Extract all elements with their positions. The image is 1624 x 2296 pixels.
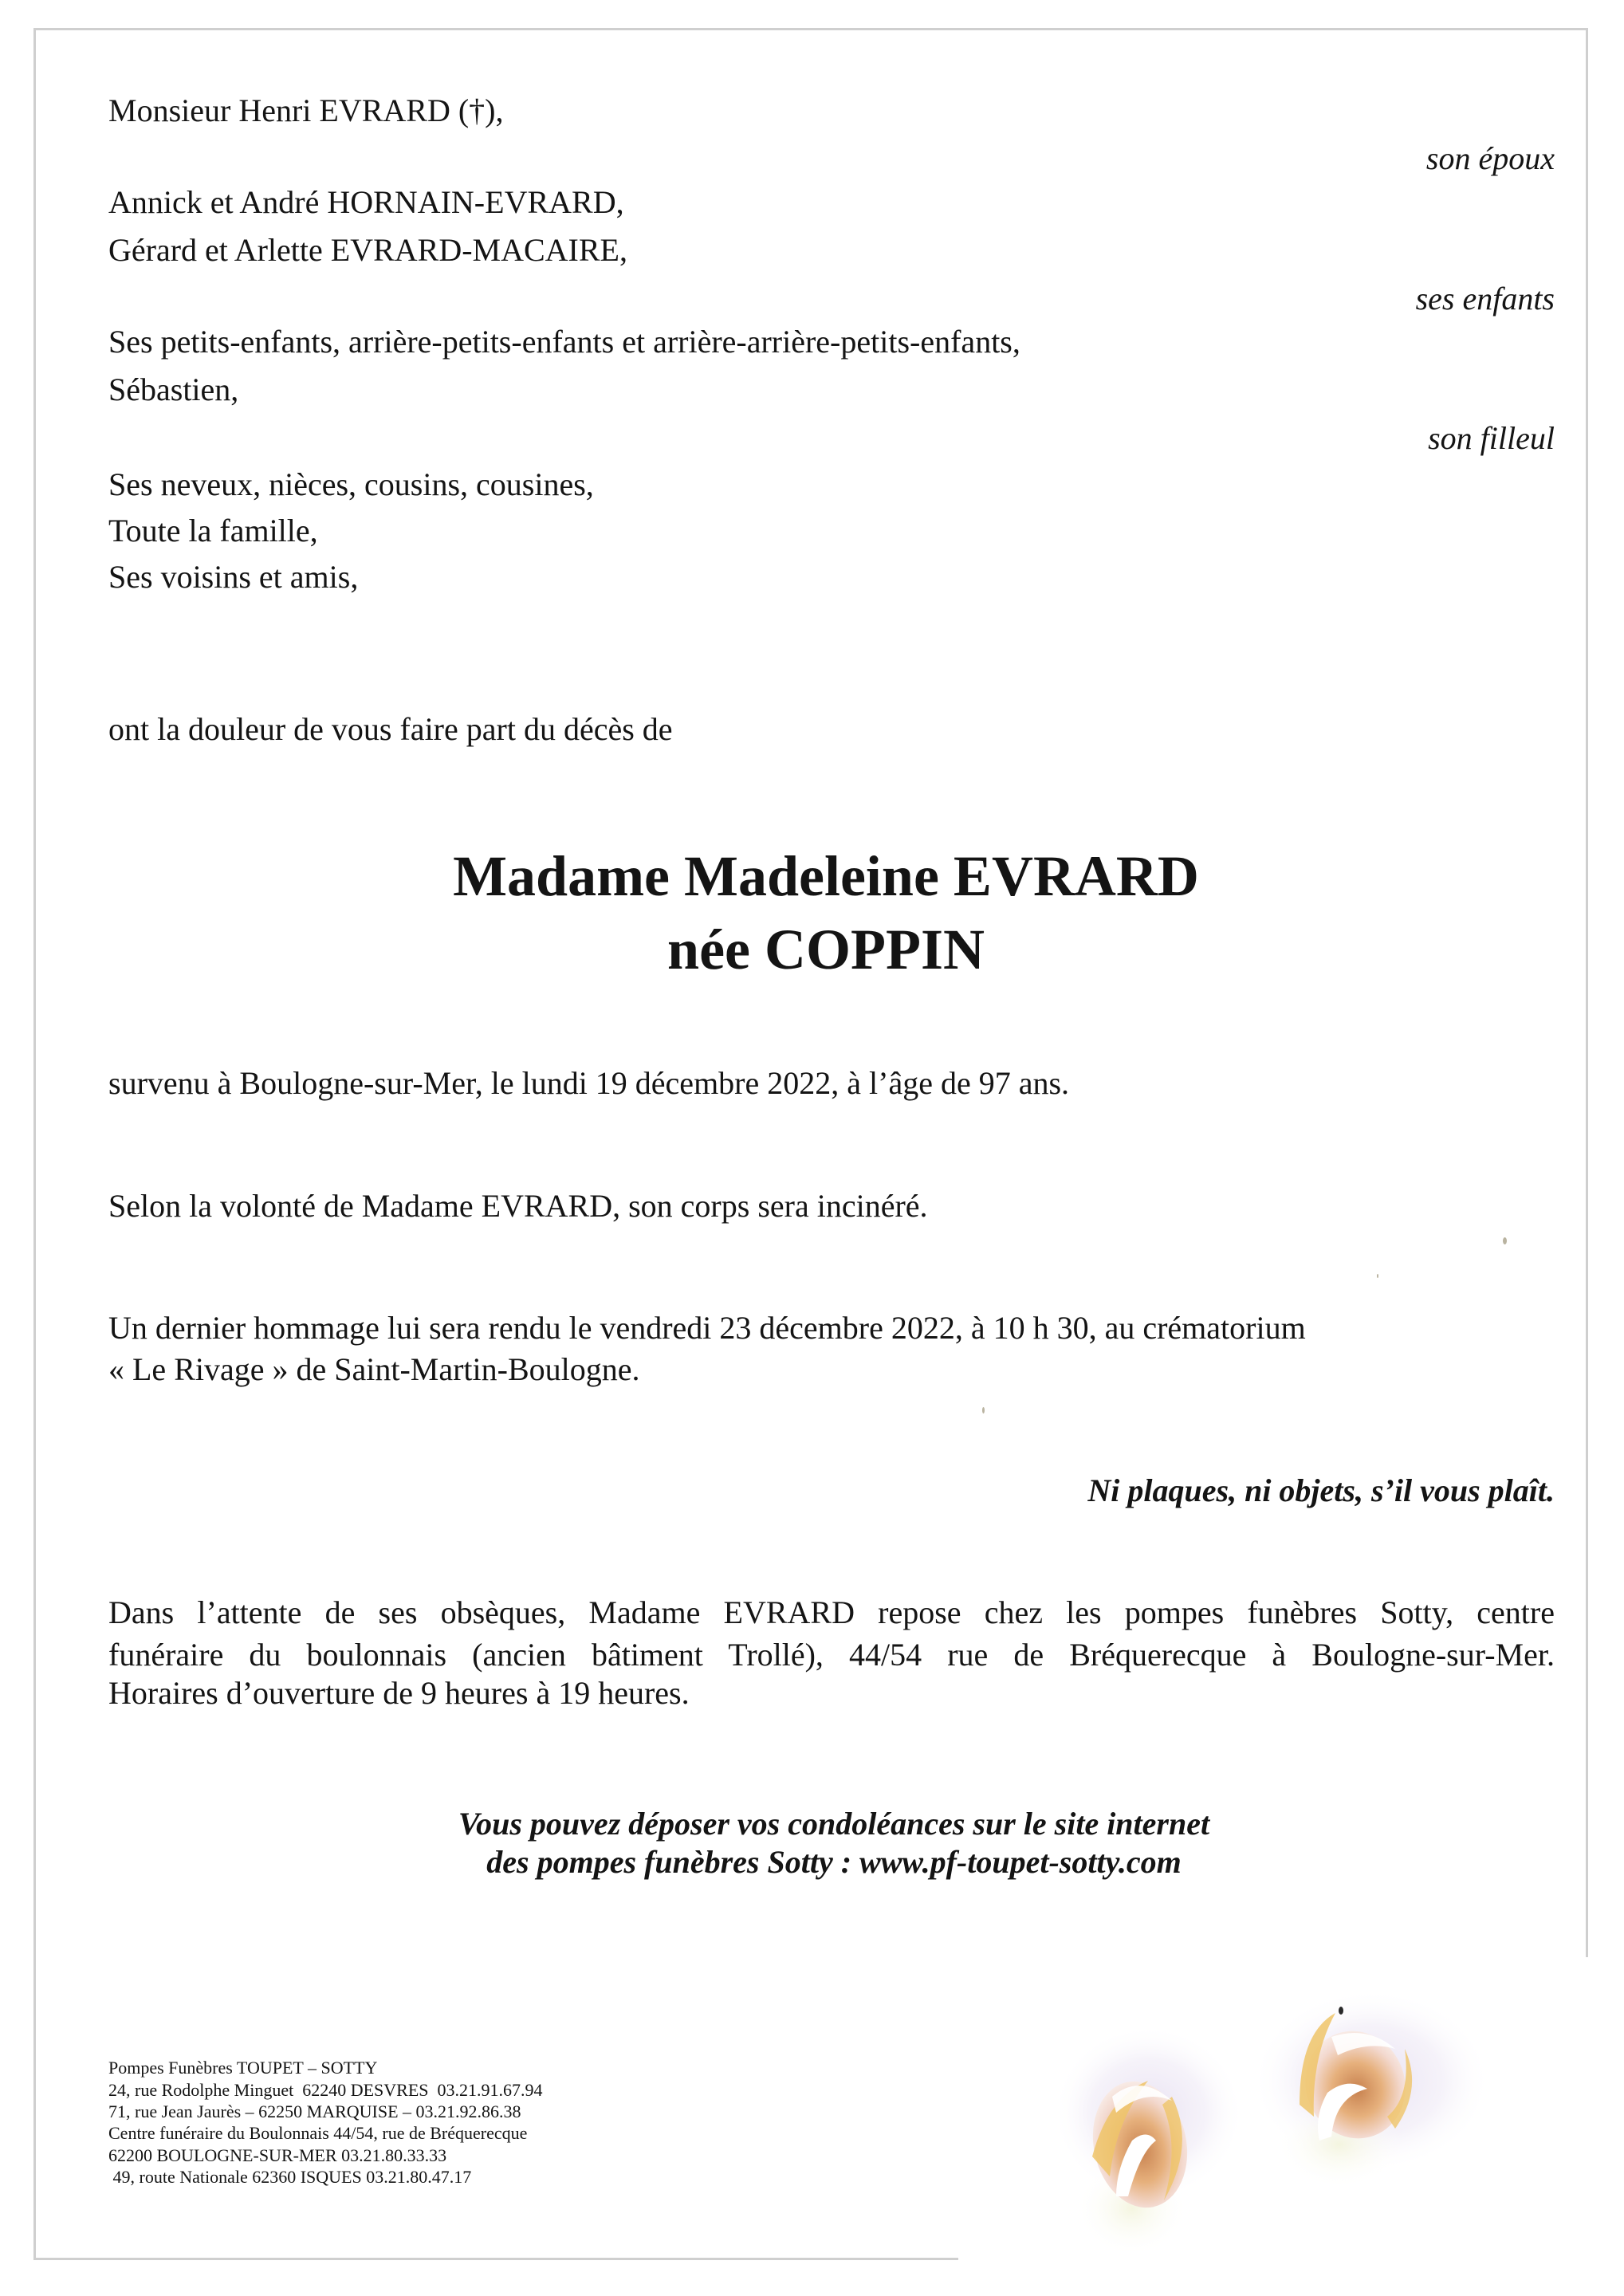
footer-address-line: 49, route Nationale 62360 ISQUES 03.21.80.47.17 [108,2167,472,2187]
relatives-line: Ses voisins et amis, [108,559,359,595]
cremation-note-line: Selon la volonté de Madame EVRARD, son corps sera incinéré. [108,1188,928,1224]
footer-address-line: 62200 BOULOGNE-SUR-MER 03.21.80.33.33 [108,2145,447,2165]
orchid-left [1060,2025,1244,2256]
announcement-line: ont la douleur de vous faire part du décès de [108,711,673,747]
frame-bottom-border [33,2258,958,2260]
scan-speck [1503,1237,1507,1244]
frame-left-border [33,28,36,2260]
godson-line: Sébastien, [108,372,239,407]
footer-address-line: Centre funéraire du Boulonnais 44/54, rue de Bréquerecque [108,2123,528,2143]
no-flowers-request: Ni plaques, ni objets, s’il vous plaît. [1087,1472,1555,1508]
relatives-line: Ses neveux, nièces, cousins, cousines, [108,466,594,502]
tribute-line: Un dernier hommage lui sera rendu le vendredi 23 décembre 2022, à 10 h 30, au crématorium [108,1310,1306,1346]
spouse-relation-label: son époux [1425,140,1555,176]
orchid-right [1252,1989,1491,2188]
resting-place-line: funéraire du boulonnais (ancien bâtiment Trollé), 44/54 rue de Bréquerecque à Boulogne-sur-Mer. [108,1637,1555,1673]
orchid-flowers-image [1060,1969,1571,2264]
death-details-line: survenu à Boulogne-sur-Mer, le lundi 19 décembre 2022, à l’âge de 97 ans. [108,1065,1070,1101]
scan-speck [982,1407,985,1413]
scan-speck [1377,1274,1378,1278]
footer-company-name: Pompes Funèbres TOUPET – SOTTY [108,2058,378,2078]
deceased-maiden-name: née COPPIN [667,918,985,981]
children-relation-label: ses enfants [1415,281,1555,316]
child-line: Gérard et Arlette EVRARD-MACAIRE, [108,232,627,268]
opening-hours-line: Horaires d’ouverture de 9 heures à 19 heures. [108,1675,690,1711]
grandchildren-line: Ses petits-enfants, arrière-petits-enfants et arrière-arrière-petits-enfants, [108,324,1020,360]
resting-place-line: Dans l’attente de ses obsèques, Madame EVRARD repose chez les pompes funèbres Sotty, centre [108,1594,1555,1630]
child-line: Annick et André HORNAIN-EVRARD, [108,184,624,220]
footer-address-line: 24, rue Rodolphe Minguet 62240 DESVRES 03.21.91.67.94 [108,2080,543,2100]
footer-address-line: 71, rue Jean Jaurès – 62250 MARQUISE – 03.21.92.86.38 [108,2101,521,2121]
deceased-name: Madame Madeleine EVRARD [453,844,1199,908]
frame-right-border [1586,28,1588,1957]
tribute-line: « Le Rivage » de Saint-Martin-Boulogne. [108,1351,640,1387]
spouse-line: Monsieur Henri EVRARD (†), [108,92,504,128]
relatives-line: Toute la famille, [108,513,318,548]
condolences-line: Vous pouvez déposer vos condoléances sur le site internet [458,1806,1210,1842]
godson-relation-label: son filleul [1428,420,1555,456]
condolences-website-line[interactable]: des pompes funèbres Sotty : www.pf-toupet-sotty.com [486,1844,1182,1880]
frame-top-border [34,28,1588,30]
